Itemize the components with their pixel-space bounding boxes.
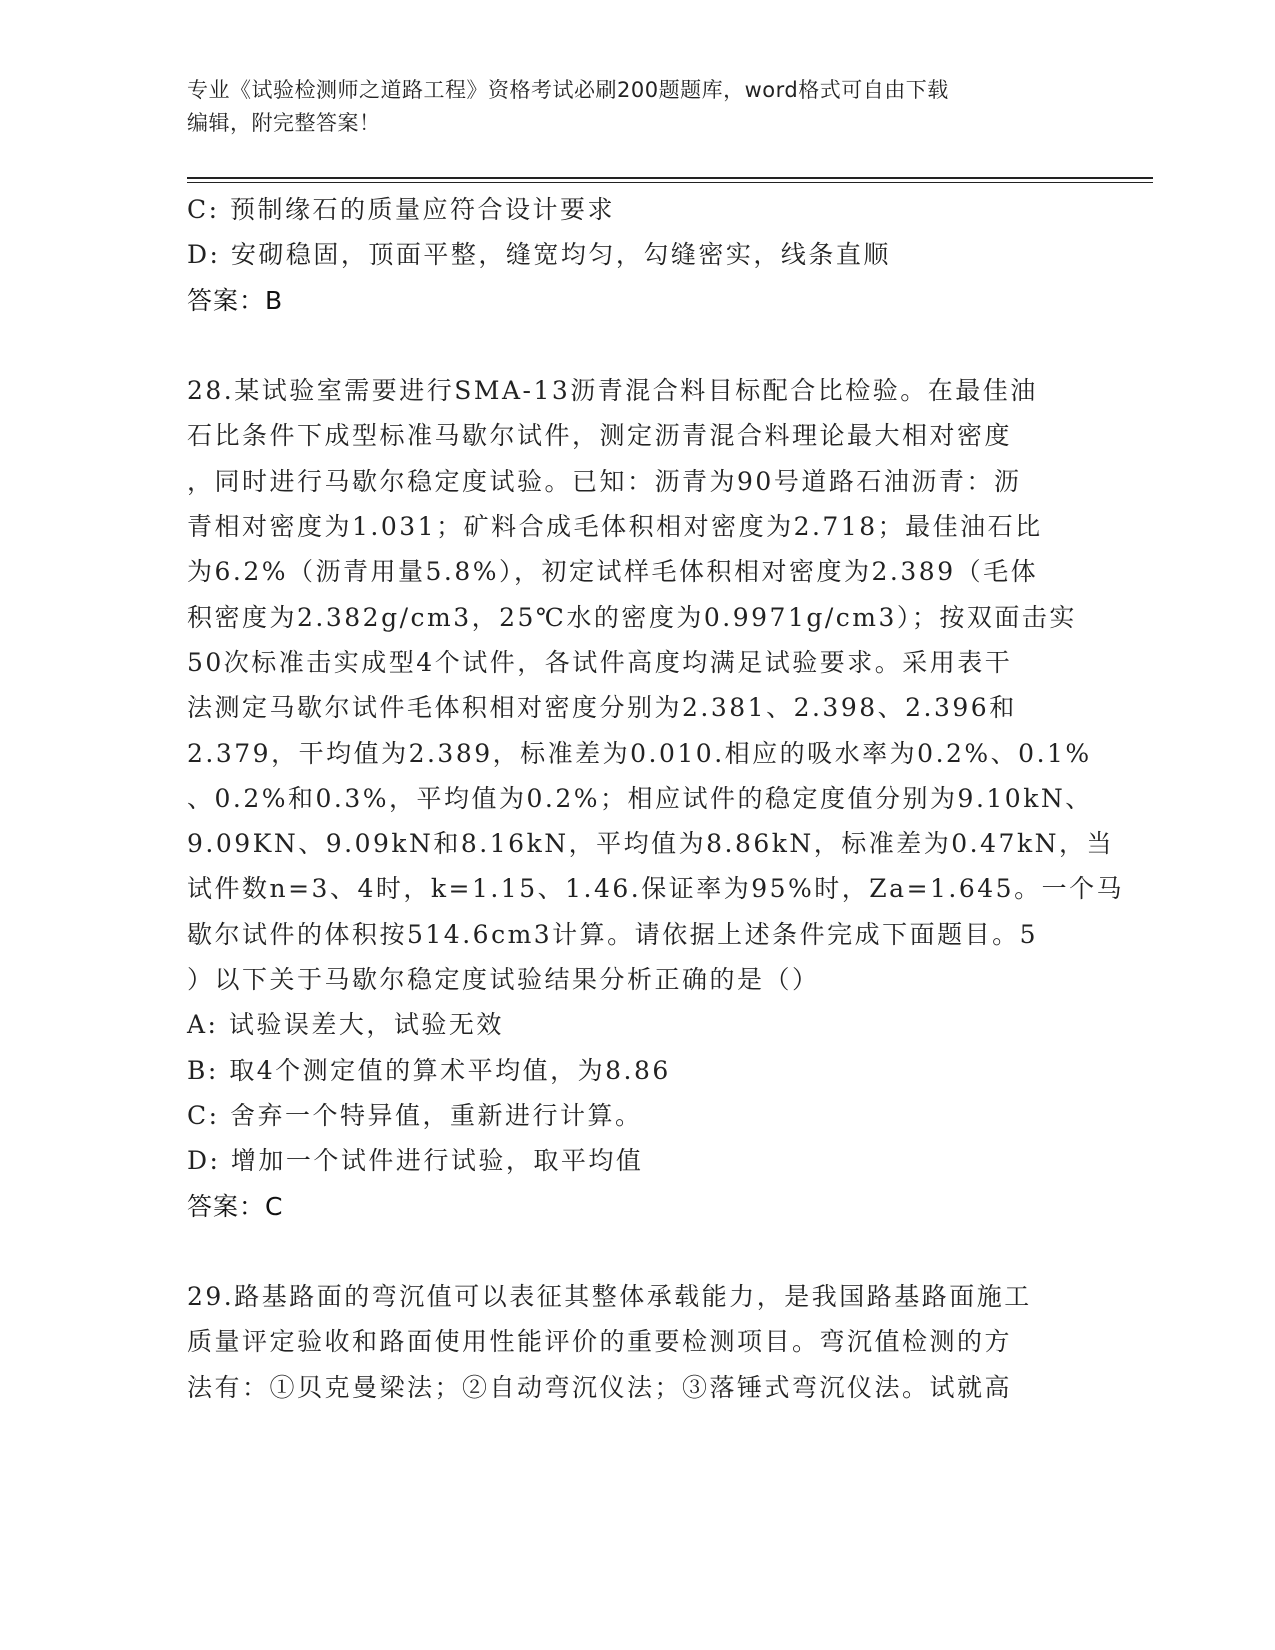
paragraph-gap [187,323,1087,368]
q28-stem-line: 歇尔试件的体积按514.6cm3计算。请依据上述条件完成下面题目。5 [187,919,1039,949]
q29-stem-line: 29.路基路面的弯沉值可以表征其整体承载能力，是我国路基路面施工 [187,1282,1032,1312]
q28-stem-line: 为6.2%（沥青用量5.8%），初定试样毛体积相对密度为2.389（毛体 [187,557,1039,587]
q28-stem-line: 2.379，干均值为2.389，标准差为0.010.相应的吸水率为0.2%、0.1% [187,738,1092,768]
question-28 [187,368,1125,1229]
header-divider-thin [187,182,1153,183]
q28-option-c: C: 舍弃一个特异值，重新进行计算。 [187,1100,643,1130]
q27-answer: 答案：B [187,285,284,315]
q28-option-a: A: 试验误差大，试验无效 [187,1010,504,1040]
header-divider-thick [187,177,1153,179]
q28-stem-line: 、0.2%和0.3%，平均值为0.2%；相应试件的稳定度值分别为9.10kN、 [187,783,1093,813]
q28-stem-line: ，同时进行马歇尔稳定度试验。已知：沥青为90号道路石油沥青：沥 [187,466,1022,496]
document-body [187,187,1125,1410]
q27-option-c: C: 预制缘石的质量应符合设计要求 [187,195,615,224]
q28-answer: 答案：C [187,1191,284,1221]
q28-stem-line: ）以下关于马歇尔稳定度试验结果分析正确的是（） [187,965,820,995]
q28-stem-line: 积密度为2.382g/cm3，25℃水的密度为0.9971g/cm3）；按双面击实 [187,602,1077,632]
q28-stem-line: 试件数n=3、4时，k=1.15、1.46.保证率为95%时，Za=1.645。一个马 [187,874,1125,904]
q28-option-d: D: 增加一个试件进行试验，取平均值 [187,1146,644,1176]
q28-stem-line: 9.09KN、9.09kN和8.16kN，平均值为8.86kN，标准差为0.47kN，当 [187,829,1114,859]
q29-stem-line: 法有：①贝克曼梁法；②自动弯沉仪法；③落锤式弯沉仪法。试就高 [187,1372,1013,1402]
q28-stem-line: 法测定马歇尔试件毛体积相对密度分别为2.381、2.398、2.396和 [187,693,1017,723]
question-27-tail [187,187,1087,323]
paragraph-gap [187,1229,1087,1274]
q27-option-d: D: 安砌稳固，顶面平整，缝宽均匀，勾缝密实，线条直顺 [187,240,891,270]
q28-stem-line: 50次标准击实成型4个试件，各试件高度均满足试验要求。采用表干 [187,647,1013,677]
question-29 [187,1274,1087,1410]
q28-stem-line: 青相对密度为1.031；矿料合成毛体积相对密度为2.718；最佳油石比 [187,512,1043,542]
page-header [187,74,1067,140]
q28-option-b: B: 取4个测定值的算术平均值，为8.86 [187,1055,671,1085]
header-title-line-2: 编辑，附完整答案！ [187,111,381,135]
q28-stem-line: 28.某试验室需要进行SMA-13沥青混合料目标配合比检验。在最佳油 [187,376,1038,406]
q29-stem-line: 质量评定验收和路面使用性能评价的重要检测项目。弯沉值检测的方 [187,1327,1013,1357]
header-title-line-1: 专业《试验检测师之道路工程》资格考试必刷200题题库，word格式可自由下载 [187,78,949,102]
q28-stem-line: 石比条件下成型标准马歇尔试件，测定沥青混合料理论最大相对密度 [187,421,1013,451]
